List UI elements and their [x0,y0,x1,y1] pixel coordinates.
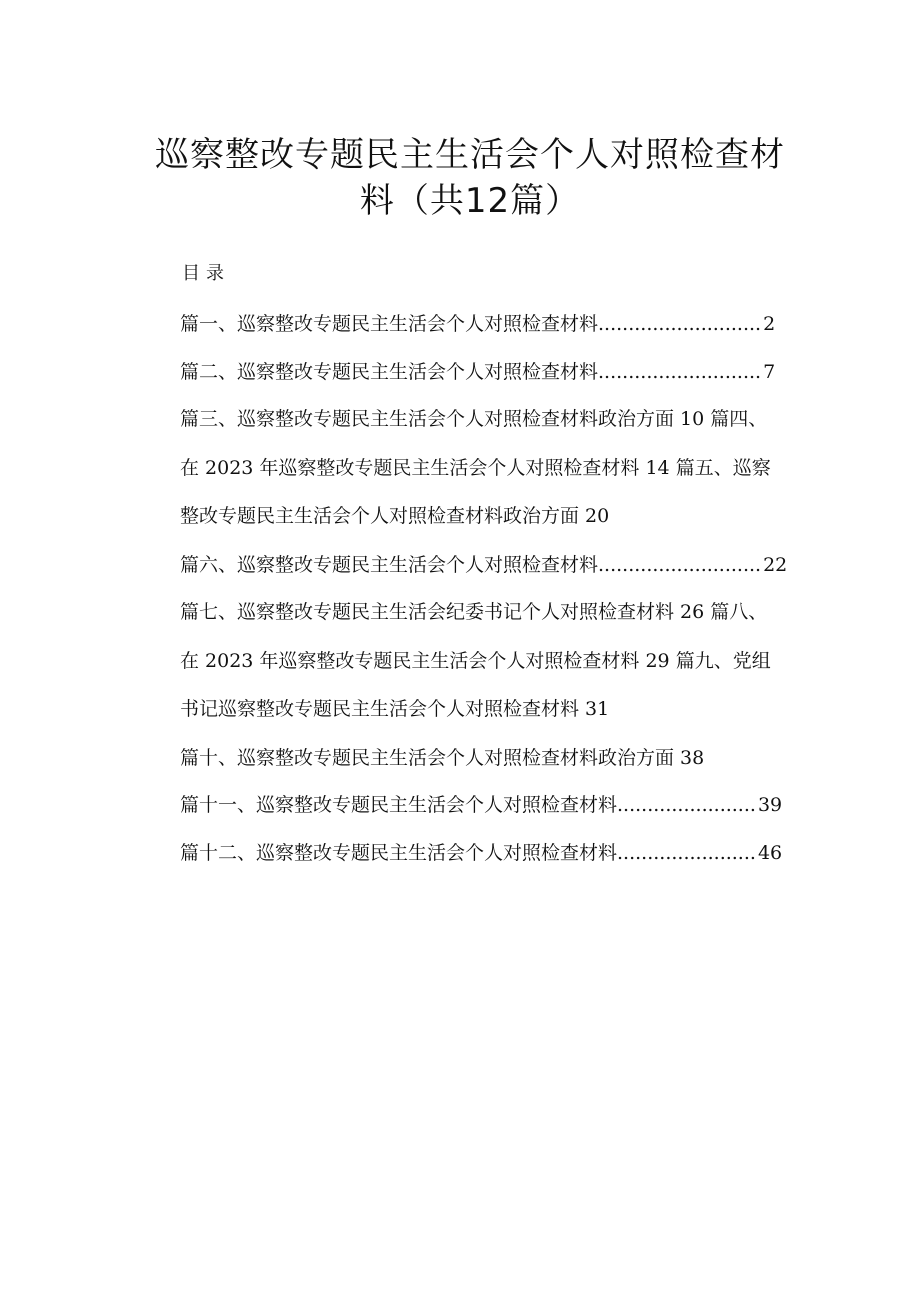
toc-entry-text: 篇十、巡察整改专题民主生活会个人对照检查材料政治方面 38 [180,746,705,769]
document-title [120,132,820,224]
toc-entry-text: 篇十二、巡察整改专题民主生活会个人对照检查材料 [180,841,618,864]
toc-entry-12[interactable] [180,834,800,882]
title-line-1: 巡察整改专题民主生活会个人对照检查材 [155,135,785,175]
toc-wrapped-line: 整改专题民主生活会个人对照检查材料政治方面 20 [180,505,610,527]
toc-page-number: 22 [763,553,788,576]
toc-entry-1[interactable] [180,305,800,353]
toc-entry-text: 篇十一、巡察整改专题民主生活会个人对照检查材料 [180,794,618,816]
toc-page-number: 7 [763,360,776,383]
toc-leader-dots: ........................... [598,313,762,335]
toc-entry-text: 篇一、巡察整改专题民主生活会个人对照检查材料 [180,313,599,335]
toc-leader-dots: ....................... [617,794,756,816]
toc-entry-6[interactable] [180,546,800,594]
toc-page-number: 2 [763,313,776,335]
toc-wrapped-line: 在 2023 年巡察整改专题民主生活会个人对照检查材料 29 篇九、党组 [180,649,771,672]
toc-entry-11[interactable] [180,786,800,834]
toc-entry-10[interactable] [180,739,800,787]
toc-wrapped-line: 在 2023 年巡察整改专题民主生活会个人对照检查材料 14 篇五、巡察 [180,456,771,479]
toc-entries-7-9[interactable] [180,593,800,739]
title-line-2: 料（共12篇） [359,181,581,221]
toc-wrapped-line: 书记巡察整改专题民主生活会个人对照检查材料 31 [180,698,610,720]
toc-wrapped-line: 篇三、巡察整改专题民主生活会个人对照检查材料政治方面 10 篇四、 [180,408,768,430]
toc-entry-text: 篇二、巡察整改专题民主生活会个人对照检查材料 [180,360,599,383]
toc-entries-3-5[interactable] [180,400,800,546]
toc-entry-2[interactable] [180,353,800,401]
toc-page-number: 46 [757,841,783,864]
toc-heading: 目录 [182,263,230,284]
toc-page-number: 39 [757,794,783,816]
table-of-contents [180,305,800,881]
toc-entry-text: 篇六、巡察整改专题民主生活会个人对照检查材料 [180,553,599,576]
toc-leader-dots: ....................... [617,841,756,864]
toc-leader-dots: ........................... [598,553,762,576]
toc-leader-dots: ........................... [598,360,762,383]
toc-wrapped-line: 篇七、巡察整改专题民主生活会纪委书记个人对照检查材料 26 篇八、 [180,601,768,623]
